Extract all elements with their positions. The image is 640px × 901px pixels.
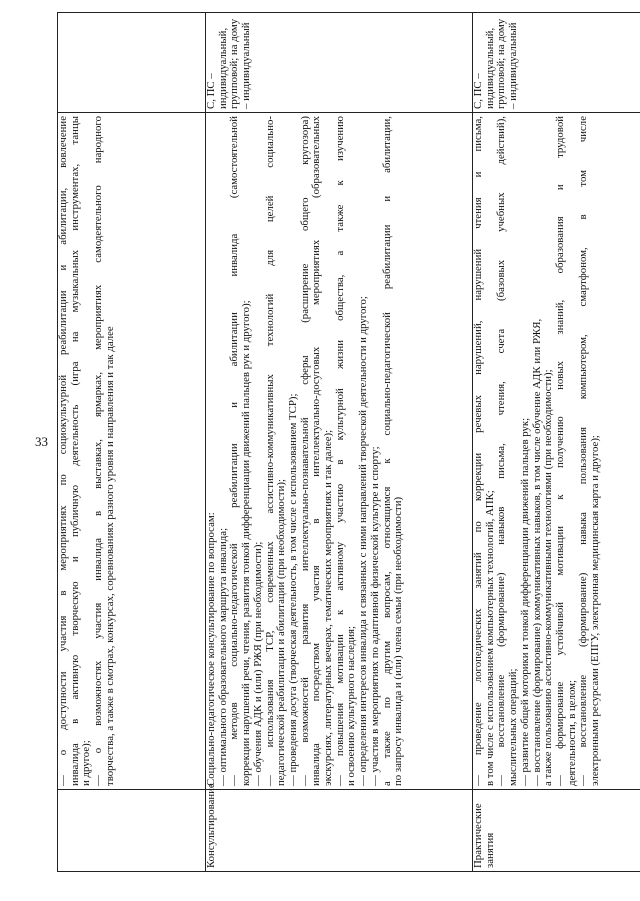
content-line: по запросу инвалида и (или) члена семьи (при необходимости) <box>392 496 405 786</box>
service-label-cell: Практические занятия <box>473 790 640 872</box>
content-line: а также по другим вопросам, относящимся к социально-педагогической реабилитации и абилитации, <box>380 116 393 786</box>
content-line: — использования ТСР, современных ассистивно-коммуникативных технологий для целей социально- <box>263 116 276 786</box>
content-line: — определения интересов инвалида и связанных с ними направлений творческой деятельности и другого; <box>357 296 370 786</box>
content-line: деятельности, в целом; <box>565 680 578 786</box>
content-line: творчества, а также в смотрах, конкурсах, соревнованиях разного уровня и направления и так далее <box>103 326 116 786</box>
content-line: — о возможностях участия инвалида в выставках, ярмарках, мероприятиях самодеятельного народного <box>92 116 105 786</box>
page-number: 33 <box>35 434 48 449</box>
table-row <box>206 13 473 872</box>
content-line: коррекции нарушений речи, чтения, развития тонкой дифференциации движений пальцев рук и другого); <box>240 300 253 786</box>
service-content-cell <box>473 113 640 790</box>
table-row <box>473 13 640 872</box>
content-line: — возможностей развития интеллектуально-познавательной сферы (расширение общего кругозора) <box>298 116 311 786</box>
service-format-cell: С, ПС – индивидуальный, групповой; на дому – индивидуальный <box>206 13 473 113</box>
content-line: — обучения АДК и (или) РЖЯ (при необходимости); <box>251 541 264 786</box>
content-line: — повышения мотивации к активному участию в культурной жизни общества, а также к изучению <box>333 116 346 786</box>
content-line: — развитие общей моторики и тонкой дифференциации движений пальцев рук; <box>518 417 531 786</box>
service-label-cell <box>58 790 206 872</box>
service-content-cell <box>206 113 473 790</box>
table-row <box>58 13 206 872</box>
content-line: — о доступности участия в мероприятиях по социокультурной реабилитации и абилитации, вовлечение <box>57 116 69 786</box>
content-line: — формирование устойчивой мотивации к получению новых знаний, образования и трудовой <box>553 116 566 786</box>
content-line: экскурсиях, литературных вечерах, тематических мероприятиях и так далее); <box>322 429 335 786</box>
service-format-cell <box>58 13 206 113</box>
content-line: — проведения досуга (творческая деятельность, в том числе с использованием ТСР); <box>286 393 299 786</box>
content-line: педагогической реабилитации и абилитации (при необходимости); <box>275 479 288 786</box>
service-label-cell: Консультирование <box>206 790 473 872</box>
content-line: — восстановление (формирование) навыков письма, чтения, счета (базовых учебных действий), <box>495 116 508 786</box>
service-format-cell: С, ПС – индивидуальный, групповой; на дому – индивидуальный <box>473 13 640 113</box>
content-line: и другое); <box>80 740 93 786</box>
content-line: — участия в мероприятиях по адаптивной физической культуре и спорту; <box>368 446 381 786</box>
content-line: Социально-педагогическое консультирование по вопросам: <box>205 512 217 786</box>
content-line: — восстановление (формирование) навыка пользования компьютером, смартфоном, в том числе <box>577 116 590 786</box>
content-line: — проведение логопедических занятий по коррекции речевых нарушений, нарушений чтения и письма, <box>472 116 484 786</box>
service-content-cell <box>58 113 206 790</box>
content-line: — методов социально-педагогической реабилитации и абилитации инвалида (самостоятельной <box>228 116 241 786</box>
content-line: и освоению культурного наследия; <box>345 626 358 786</box>
content-line: инвалида в активную творческую и публичную деятельность (игра на музыкальных инструментах, танцы <box>68 116 81 786</box>
content-line: инвалида посредством участия в интеллектуально-досуговых мероприятиях (образовательных <box>310 116 323 786</box>
content-line: а также пользованию ассистивно-коммуникативными технологиями (при необходимости); <box>542 369 555 786</box>
content-line: в том числе с использованием компьютерных технологий, АПК; <box>483 490 496 786</box>
content-line: — восстановление (формирование) коммуникативных навыков, в том числе обучение АДК или РЖЯ, <box>530 318 543 786</box>
services-table-body <box>58 13 640 872</box>
content-line: — оптимального образовательного маршрута инвалида; <box>216 527 229 786</box>
services-table <box>57 12 640 872</box>
rotated-page <box>57 12 640 872</box>
content-line: электронными ресурсами (ЕПГУ, электронная медицинская карта и другое); <box>589 435 602 786</box>
content-line: мыслительных операций; <box>507 668 520 786</box>
